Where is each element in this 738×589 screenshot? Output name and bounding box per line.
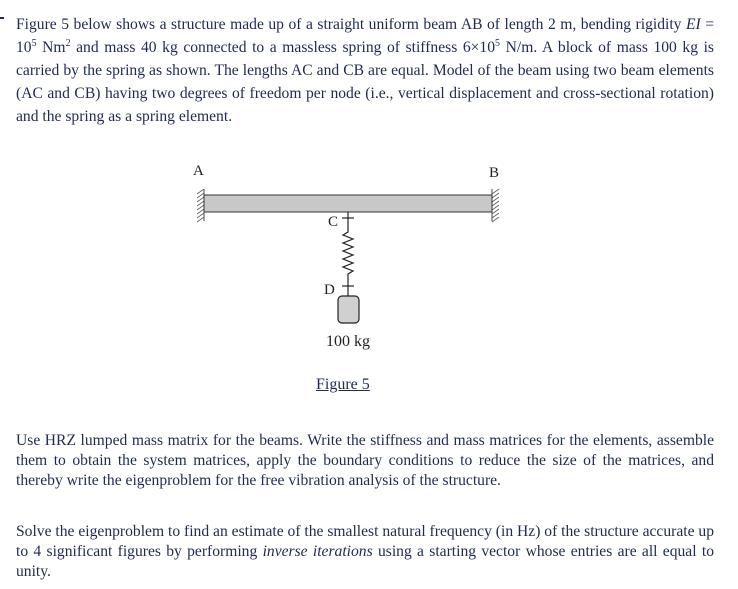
mass-label: 100 kg [326,333,370,350]
figure-caption: Figure 5 [316,376,370,393]
instructions-paragraph: Use HRZ lumped mass matrix for the beams. Write the stiffness and mass matrices for the elements, assemble them to obtain the system matrices, apply the boundary conditions to reduce the size of the matrices, and thereby write the eigenproblem for the free vibration analysis of the structure. [16,432,714,489]
spring-cd [342,212,354,296]
label-d: D [324,282,335,298]
label-c: C [328,214,339,230]
beam-ab [204,195,492,212]
task-paragraph: Solve the eigenproblem to find an estimate of the smallest natural frequency (in Hz) of the structure accurate up to 4 significant figures by performing inverse iterations using a starting vector whose entries are all equal to unity. [16,523,714,580]
label-a: A [193,163,204,179]
right-wall-support [492,189,499,222]
mass-block [338,296,359,323]
problem-intro-paragraph: Figure 5 below shows a structure made up of a straight uniform beam AB of length 2 m, bending rigidity EI = $10^5$ Nm$^2$ and mass 40 kg connected to a massless spring of stiffness $6\times 10^5$ N/m. A block of mass 100 kg is carried by the spring as shown. The lengths AC and CB are equal. Model of the beam using two beam elements (AC and CB) having two degrees of freedom per node (i.e., vertical displacement and cross-sectional rotation) and the spring as a spring element. [16,16,714,125]
label-b: B [489,165,500,181]
left-wall-support [197,189,204,222]
